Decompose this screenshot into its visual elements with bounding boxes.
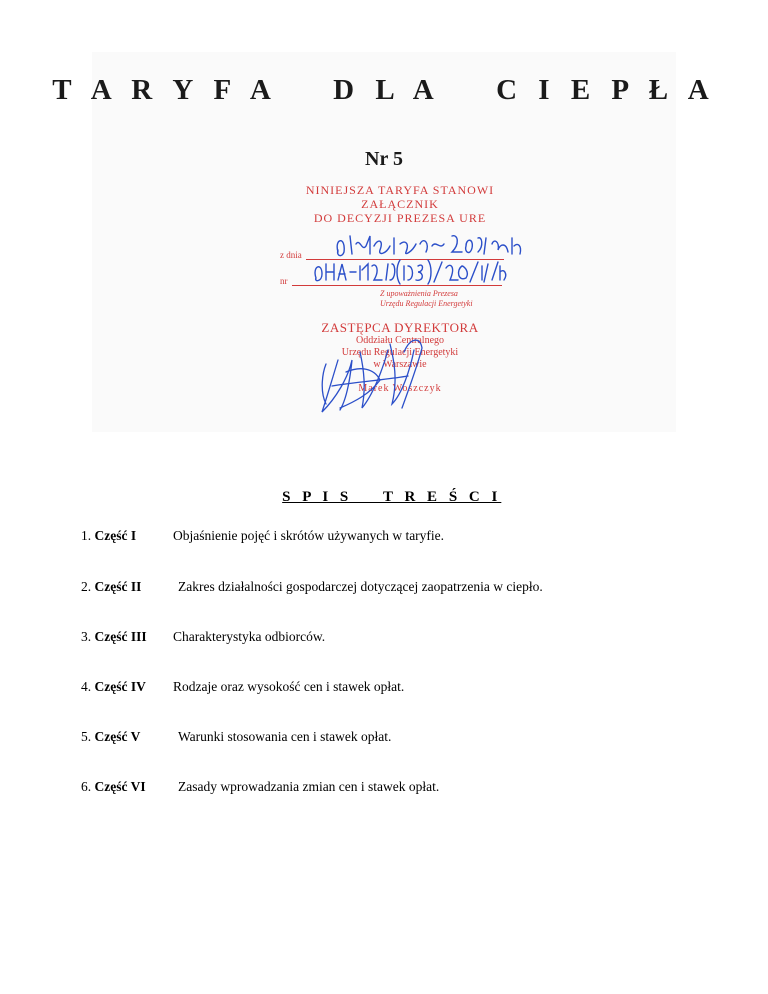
- approval-stamp: [280, 183, 520, 308]
- toc-item-part: Część III: [94, 629, 147, 644]
- stamp-nr-field: [292, 271, 502, 286]
- toc-heading: [0, 472, 768, 506]
- toc-item-description: Charakterystyka odbiorców.: [173, 629, 326, 644]
- toc-item-2: [81, 579, 543, 595]
- toc-item-3: [81, 629, 326, 645]
- director-name: Marek Woszczyk: [358, 383, 442, 394]
- stamp-line-2: ZAŁĄCZNIK: [361, 197, 439, 211]
- toc-item-number: 6.: [81, 779, 92, 794]
- stamp-authority-2: Urzędu Regulacji Energetyki: [380, 299, 473, 308]
- toc-item-description: Warunki stosowania cen i stawek opłat.: [178, 729, 392, 744]
- stamp-nr-row: [280, 271, 502, 286]
- toc-item-part: Część IV: [94, 679, 146, 694]
- director-stamp: [300, 320, 500, 394]
- director-line-2: Oddziału Centralnego: [355, 335, 445, 346]
- toc-item-number: 4.: [81, 679, 92, 694]
- toc-item-description: Objaśnienie pojęć i skrótów używanych w taryfie.: [173, 528, 445, 543]
- toc-item-1: [81, 528, 445, 544]
- stamp-nr-label: nr: [280, 276, 288, 286]
- toc-item-4: [81, 679, 405, 695]
- toc-item-description: Zasady wprowadzania zmian cen i stawek opłat.: [178, 779, 440, 794]
- document-title: T A R Y F A D L A C I E P Ł A: [52, 74, 716, 106]
- stamp-line-1: NINIEJSZA TARYFA STANOWI: [305, 183, 495, 197]
- toc-item-number: 1.: [81, 528, 92, 543]
- toc-item-number: 3.: [81, 629, 92, 644]
- director-line-4: w Warszawie: [373, 359, 427, 370]
- director-line-3: Urzędu Regulacji Energetyki: [341, 347, 459, 358]
- toc-item-description: Rodzaje oraz wysokość cen i stawek opłat.: [173, 679, 405, 694]
- toc-item-5: [81, 729, 392, 745]
- director-title: ZASTĘPCA DYREKTORA: [321, 320, 479, 335]
- toc-item-6: [81, 779, 440, 795]
- toc-item-part: Część VI: [94, 779, 146, 794]
- stamp-line-3: DO DECYZJI PREZESA URE: [313, 211, 487, 225]
- toc-item-part: Część I: [94, 528, 137, 543]
- stamp-date-field: [306, 245, 504, 260]
- stamp-date-row: [280, 245, 504, 260]
- toc-item-description: Zakres działalności gospodarczej dotyczącej zaopatrzenia w ciepło.: [178, 579, 543, 594]
- stamp-date-label: z dnia: [280, 250, 302, 260]
- toc-item-part: Część II: [94, 579, 142, 594]
- toc-item-number: 5.: [81, 729, 92, 744]
- toc-item-number: 2.: [81, 579, 92, 594]
- stamp-authority-1: Z upoważnienia Prezesa: [380, 289, 458, 298]
- toc-item-part: Część V: [94, 729, 141, 744]
- toc-heading-text: S P I S T R E Ś C I: [282, 489, 502, 505]
- tariff-number: Nr 5: [365, 148, 403, 170]
